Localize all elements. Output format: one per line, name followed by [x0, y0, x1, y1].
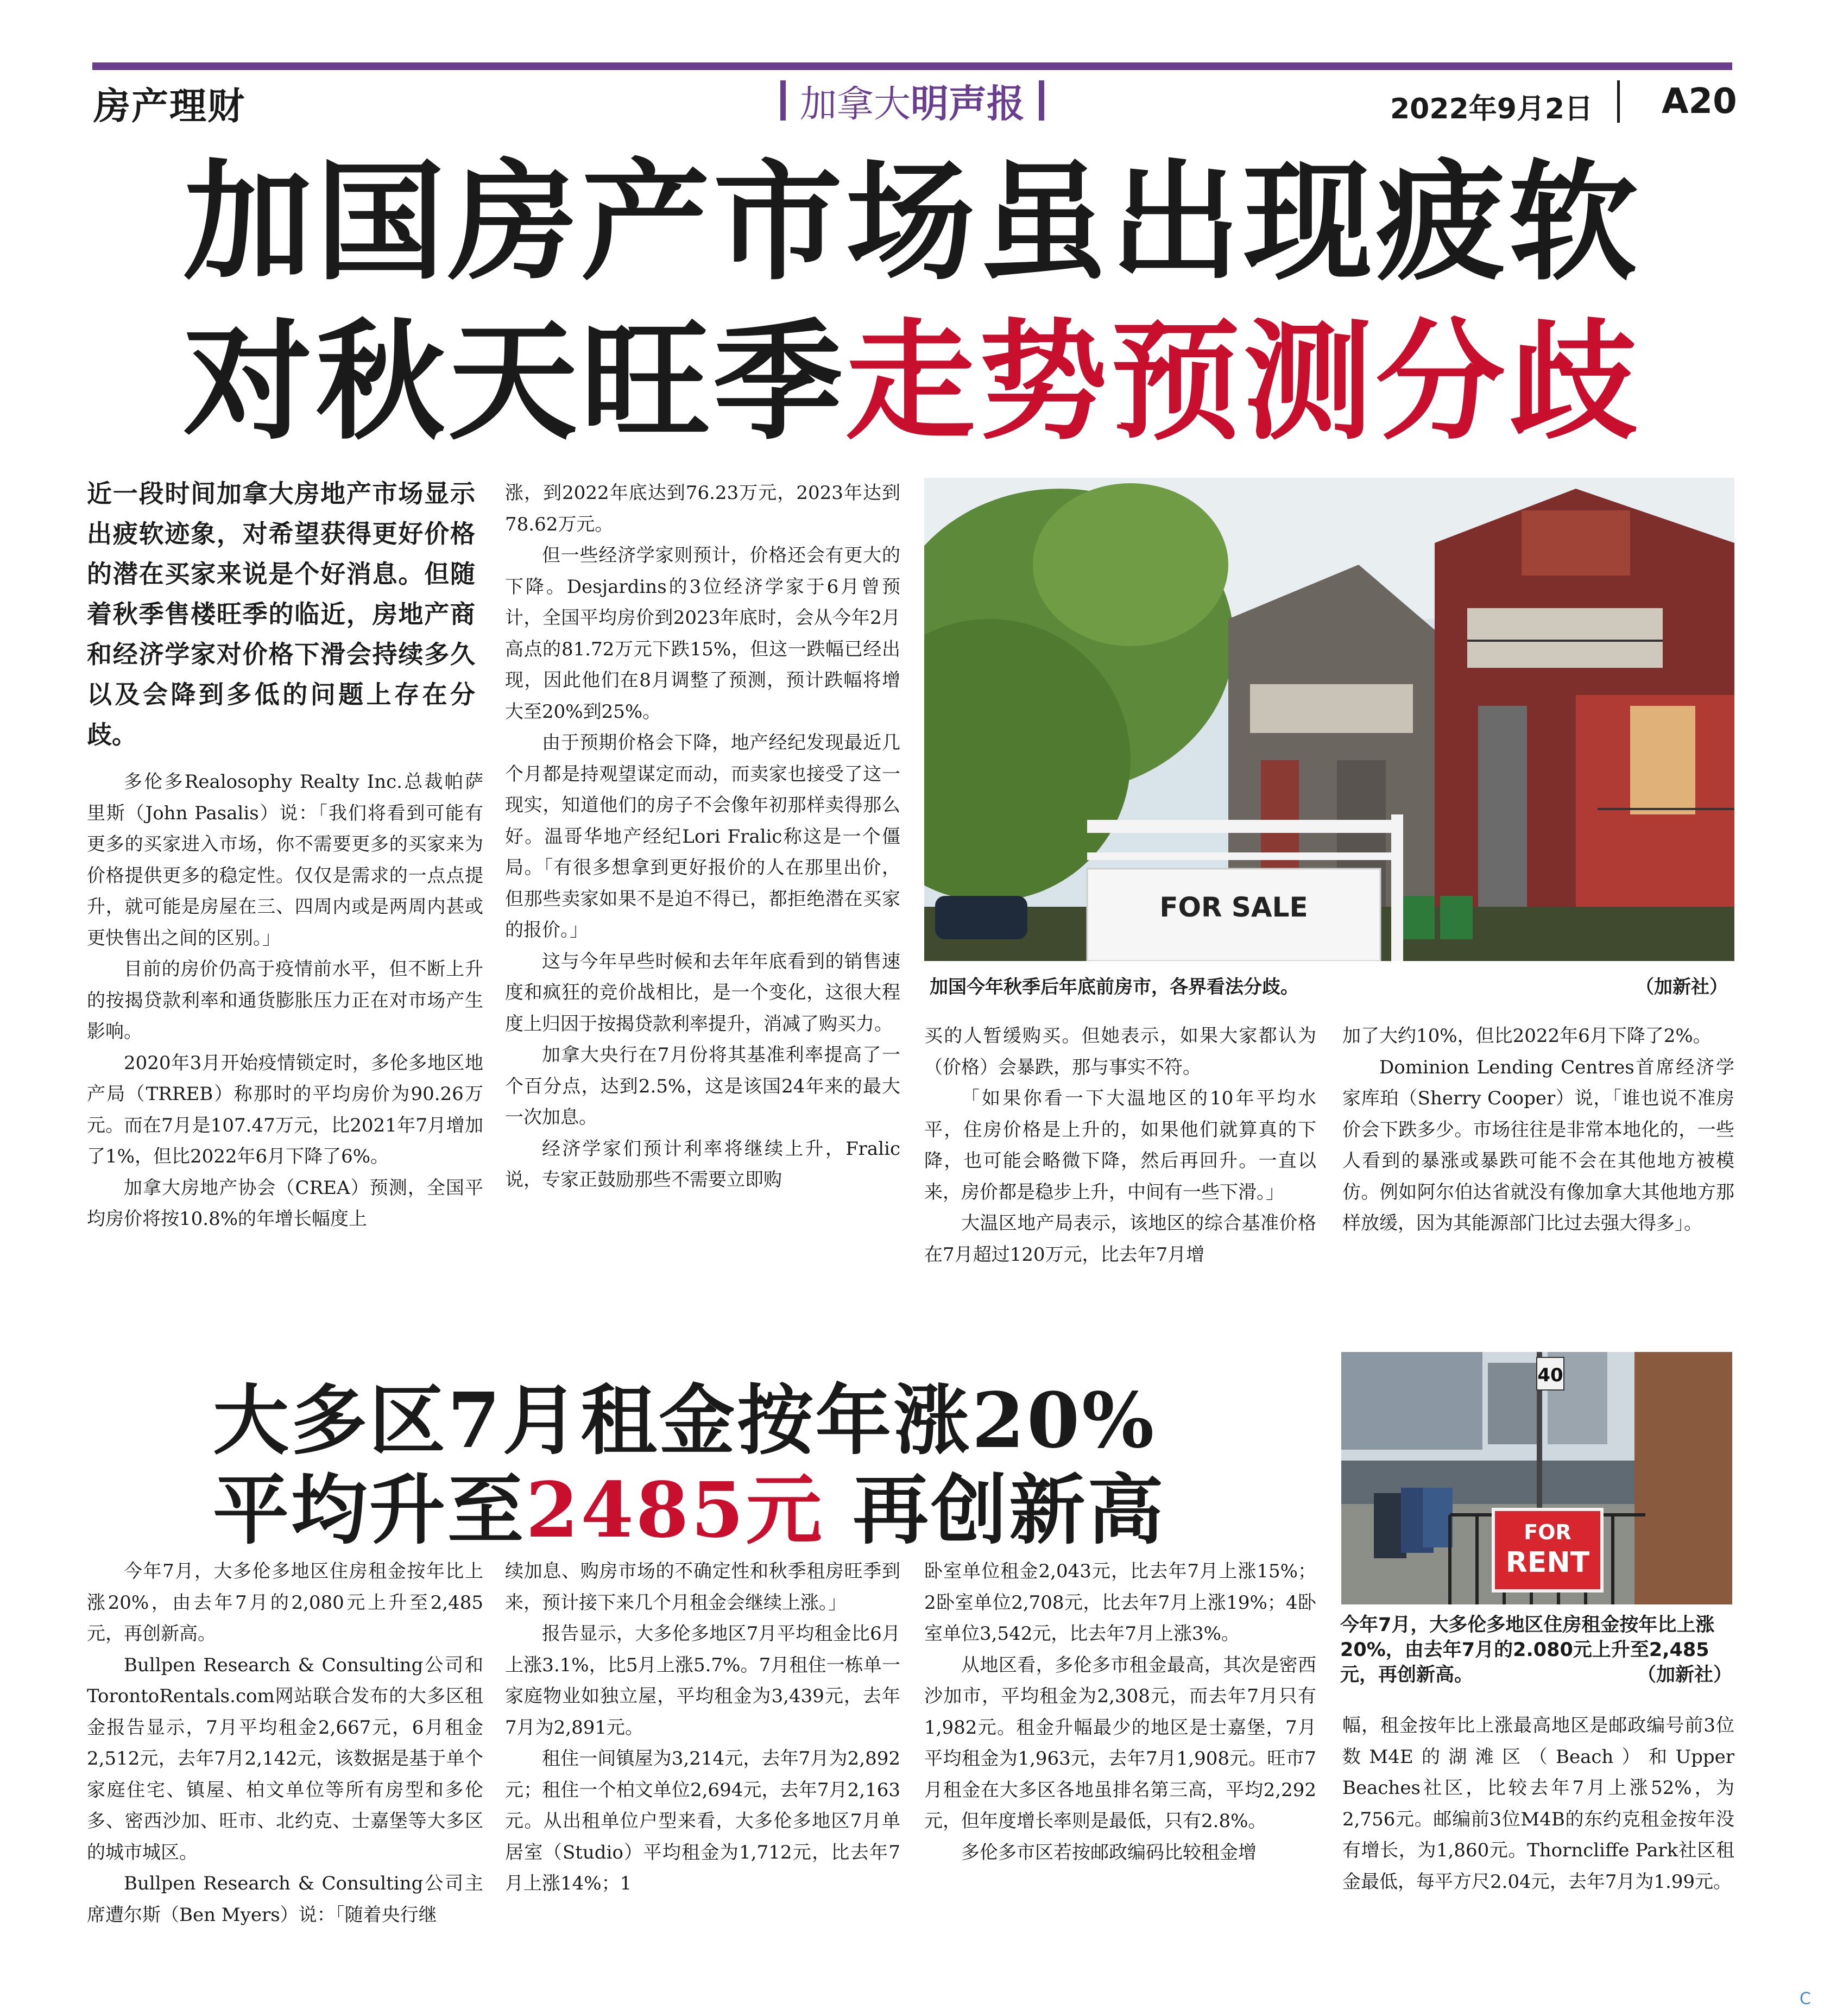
paragraph: 买的人暂缓购买。但她表示，如果大家都认为（价格）会暴跌，那与事实不符。 — [924, 1025, 1316, 1078]
paragraph: 经济学家们预计利率将继续上升，Fralic说，专家正鼓励那些不需要立即购 — [505, 1137, 900, 1191]
paragraph: Dominion Lending Centres首席经济学家库珀（Sherry Cooper）说，「谁也说不准房价会下跌多少。市场往往是非常本地化的，一些人看到的暴涨或暴跌可能不会在其他地方被模仿。例如阿尔伯达省就没有像加拿大其他地方那样放缓，因为其能源部门比过去强大得多」。 — [1342, 1056, 1734, 1234]
paragraph: 「如果你看一下大温地区的10年平均水平，住房价格是上升的，如果他们就算真的下降，也可能会略微下降，然后再回升。一直以来，房价都是稳步上升，中间有一些下滑。」 — [924, 1088, 1316, 1203]
page-number: A20 — [1662, 81, 1737, 122]
paragraph: 加拿大房地产协会（CREA）预测，全国平均房价将按10.8%的年增长幅度上 — [87, 1177, 483, 1230]
paragraph: 租住一间镇屋为3,214元，去年7月为2,892元；租住一个柏文单位2,694元，去年7月2,163元。从出租单位户型来看，大多伦多地区7月单居室（Studio）平均租金为1,712元，比去年7月上涨14%；1 — [505, 1748, 900, 1894]
article2-title-line2 — [213, 1450, 1165, 1559]
top-rule — [92, 62, 1732, 70]
headline-line2-red: 走势预测分歧 — [845, 307, 1641, 458]
paragraph: 报告显示，大多伦多地区7月平均租金比6月上涨3.1%，比5月上涨5.7%。7月租住一栋单一家庭物业如独立屋，平均租金为3,439元，去年7月为2,891元。 — [505, 1623, 900, 1739]
paragraph: 加拿大央行在7月份将其基准利率提高了一个百分点，达到2.5%，这是该国24年来的最大一次加息。 — [505, 1044, 900, 1128]
article2-title-line2-a: 平均升至 — [213, 1466, 526, 1555]
masthead-prefix: 加拿大 — [799, 83, 911, 126]
for-sale-sign-text: FOR SALE — [1159, 892, 1308, 923]
photo2-caption — [1340, 1613, 1732, 1688]
article1-column-1 — [87, 767, 483, 1235]
photo2-source: （加新社） — [1637, 1664, 1732, 1686]
paragraph: 卧室单位租金2,043元，比去年7月上涨15%；2卧室单位2,708元，比去年7月上涨19%；4卧室单位3,542元，比去年7月上涨3%。 — [924, 1560, 1316, 1645]
paragraph: 今年7月，大多伦多地区住房租金按年比上涨20%，由去年7月的2,080元上升至2,485元，再创新高。 — [87, 1560, 483, 1645]
article1-lead: 近一段时间加拿大房地产市场显示出疲软迹象，对希望获得更好价格的潜在买家来说是个好消息。但随着秋季售楼旺季的临近，房地产商和经济学家对价格下滑会持续多久以及会降到多低的问题上存在分歧。 — [87, 479, 475, 749]
masthead-bar-left — [780, 80, 786, 121]
speed-limit-sign: 40 — [1537, 1364, 1563, 1386]
paragraph: 幅，租金按年比上涨最高地区是邮政编号前3位数M4E的湖滩区（Beach）和Upper Beaches社区，比较去年7月上涨52%，为2,756元。邮编前3位M4B的东约克租金按年没有增长，为1,860元。Thorncliffe Park社区租金最低，每平方尺2.04元，去年7月为1.99元。 — [1342, 1715, 1734, 1893]
headline-line2 — [0, 307, 1824, 458]
article2-column-1 — [87, 1556, 483, 1931]
paragraph: 加了大约10%，但比2022年6月下降了2%。 — [1342, 1025, 1712, 1047]
masthead-name: 明声报 — [911, 81, 1025, 126]
article2-title-line1: 大多区7月租金按年涨20% — [213, 1376, 1157, 1465]
paragraph: 但一些经济学家则预计，价格还会有更大的下降。Desjardins的3位经济学家于6月曾预计，全国平均房价到2023年底时，会从今年2月高点的81.72万元下跌15%，但这一跌幅已经出现，因此他们在8月调整了预测，预计跌幅将增大至20%到25%。 — [505, 545, 900, 723]
article2-column-2 — [505, 1556, 900, 1900]
header-divider — [1617, 80, 1620, 123]
paragraph: 这与今年早些时候和去年年底看到的销售速度和疯狂的竞价战相比，是一个变化，这很大程度上归因于按揭贷款利率提升，消减了购买力。 — [505, 950, 900, 1035]
rent-sign-bottom: RENT — [1505, 1546, 1590, 1579]
photo2-caption-text: 今年7月，大多伦多地区住房租金按年比上涨20%，由去年7月的2.080元上升至2,485元，再创新高。 — [1340, 1614, 1715, 1686]
rent-sign-top: FOR — [1524, 1520, 1571, 1544]
headline-line2-black: 对秋天旺季 — [183, 307, 846, 458]
article1-column-3 — [924, 1021, 1316, 1271]
masthead — [739, 76, 1086, 125]
corner-mark: C — [1800, 1989, 1811, 2008]
paragraph: 续加息、购房市场的不确定性和秋季租房旺季到来，预计接下来几个月租金会继续上涨。」 — [505, 1560, 900, 1614]
section-name: 房产理财 — [93, 85, 246, 128]
article2-title-line2-b: 再创新高 — [824, 1466, 1166, 1555]
paragraph: Bullpen Research & Consulting公司主席遭尔斯（Ben Myers）说：「随着央行继 — [87, 1873, 483, 1926]
paragraph: 由于预期价格会下降，地产经纪发现最近几个月都是持观望谋定而动，而卖家也接受了这一现实，知道他们的房子不会像年初那样卖得那么好。温哥华地产经纪Lori Fralic称这是一个僵局。「有很多想拿到更好报价的人在那里出价，但那些卖家如果不是迫不得已，都拒绝潜在买家的报价。」 — [505, 732, 900, 941]
photo-houses-for-sale — [924, 478, 1734, 961]
photo1-caption-text: 加国今年秋季后年底前房市，各界看法分歧。 — [930, 976, 1299, 998]
headline-line1: 加国房产市场虽出现疲软 — [183, 148, 1641, 298]
paragraph: Bullpen Research & Consulting公司和TorontoRentals.com网站联合发布的大多区租金报告显示，7月平均租金2,667元，6月租金2,512元，去年7月2,142元，该数据是基于单个家庭住宅、镇屋、柏文单位等所有房型和多伦多、密西沙加、旺市、北约克、士嘉堡等大多区的城市城区。 — [87, 1654, 483, 1863]
paragraph: 大温区地产局表示，该地区的综合基准价格在7月超过120万元，比去年7月增 — [924, 1212, 1316, 1266]
article1-column-4 — [1342, 1021, 1734, 1240]
paragraph: 从地区看，多伦多市租金最高，其次是密西沙加市，平均租金为2,308元，而去年7月只有1,982元。租金升幅最少的地区是士嘉堡，7月平均租金为1,963元，去年7月1,908元。旺市7月租金在大多区各地虽排名第三高，平均2,292元，但年度增长率则是最低，只有2.8%。 — [924, 1654, 1316, 1832]
paragraph: 多伦多Realosophy Realty Inc.总裁帕萨里斯（John Pasalis）说：「我们将看到可能有更多的买家进入市场，你不需要更多的买家来为价格提供更多的稳定性。仅仅是需求的一点点提升，就可能是房屋在三、四周内或是两周内甚或更快售出之间的区别。」 — [87, 771, 483, 949]
article1-column-2 — [505, 478, 900, 1196]
masthead-bar-right — [1039, 80, 1044, 121]
paragraph: 多伦多市区若按邮政编码比较租金增 — [961, 1841, 1257, 1863]
photo-for-rent — [1341, 1352, 1732, 1604]
article2-column-3 — [924, 1556, 1316, 1868]
paragraph: 涨，到2022年底达到76.23万元，2023年达到78.62万元。 — [505, 482, 900, 535]
paragraph: 2020年3月开始疫情锁定时，多伦多地区地产局（TRREB）称那时的平均房价为90.26万元。而在7月是107.47万元，比2021年7月增加了1%，但比2022年6月下降了6%。 — [87, 1052, 483, 1167]
issue-date: 2022年9月2日 — [1390, 93, 1593, 125]
photo1-caption — [930, 972, 1728, 998]
photo1-source: （加新社） — [1636, 976, 1728, 998]
article2-title-line2-red: 2485元 — [526, 1466, 824, 1555]
paragraph: 目前的房价仍高于疫情前水平，但不断上升的按揭贷款利率和通货膨胀压力正在对市场产生影响。 — [87, 958, 483, 1042]
article2-column-4 — [1342, 1710, 1734, 1898]
